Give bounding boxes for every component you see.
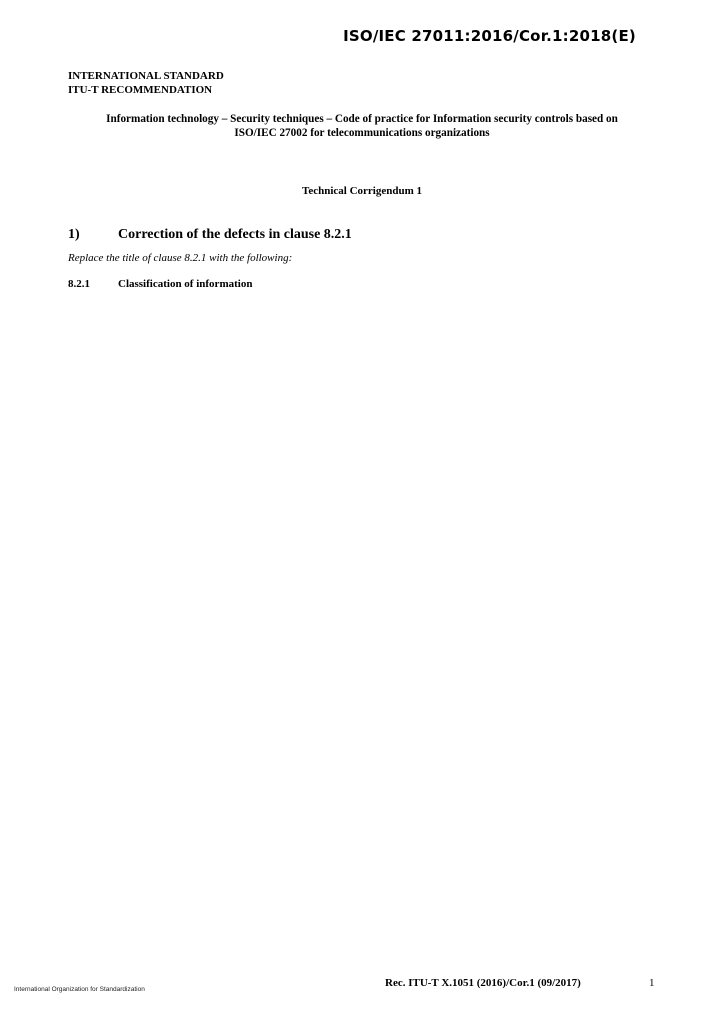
standard-line-international: INTERNATIONAL STANDARD bbox=[68, 70, 224, 82]
footer-recommendation: Rec. ITU-T X.1051 (2016)/Cor.1 (09/2017) bbox=[385, 977, 581, 989]
standard-designation bbox=[68, 69, 224, 97]
footer-page-number: 1 bbox=[649, 977, 655, 989]
footer-organization: International Organization for Standardization bbox=[14, 986, 145, 993]
document-identifier: ISO/IEC 27011:2016/Cor.1:2018(E) bbox=[343, 27, 636, 45]
corrigendum-heading: Technical Corrigendum 1 bbox=[302, 185, 422, 197]
document-title bbox=[60, 112, 664, 140]
subclause-heading bbox=[68, 278, 252, 290]
subclause-title: Classification of information bbox=[118, 278, 253, 290]
title-line-2: ISO/IEC 27002 for telecommunications organizations bbox=[234, 127, 490, 139]
section-title: Correction of the defects in clause 8.2.1 bbox=[118, 227, 352, 242]
section-number: 1) bbox=[68, 227, 80, 242]
title-line-1: Information technology – Security techniques – Code of practice for Information security controls based on bbox=[106, 113, 618, 125]
section-heading bbox=[68, 227, 352, 243]
standard-line-itu: ITU-T RECOMMENDATION bbox=[68, 84, 213, 96]
instruction-text: Replace the title of clause 8.2.1 with the following: bbox=[68, 252, 293, 264]
subclause-number: 8.2.1 bbox=[68, 278, 90, 290]
